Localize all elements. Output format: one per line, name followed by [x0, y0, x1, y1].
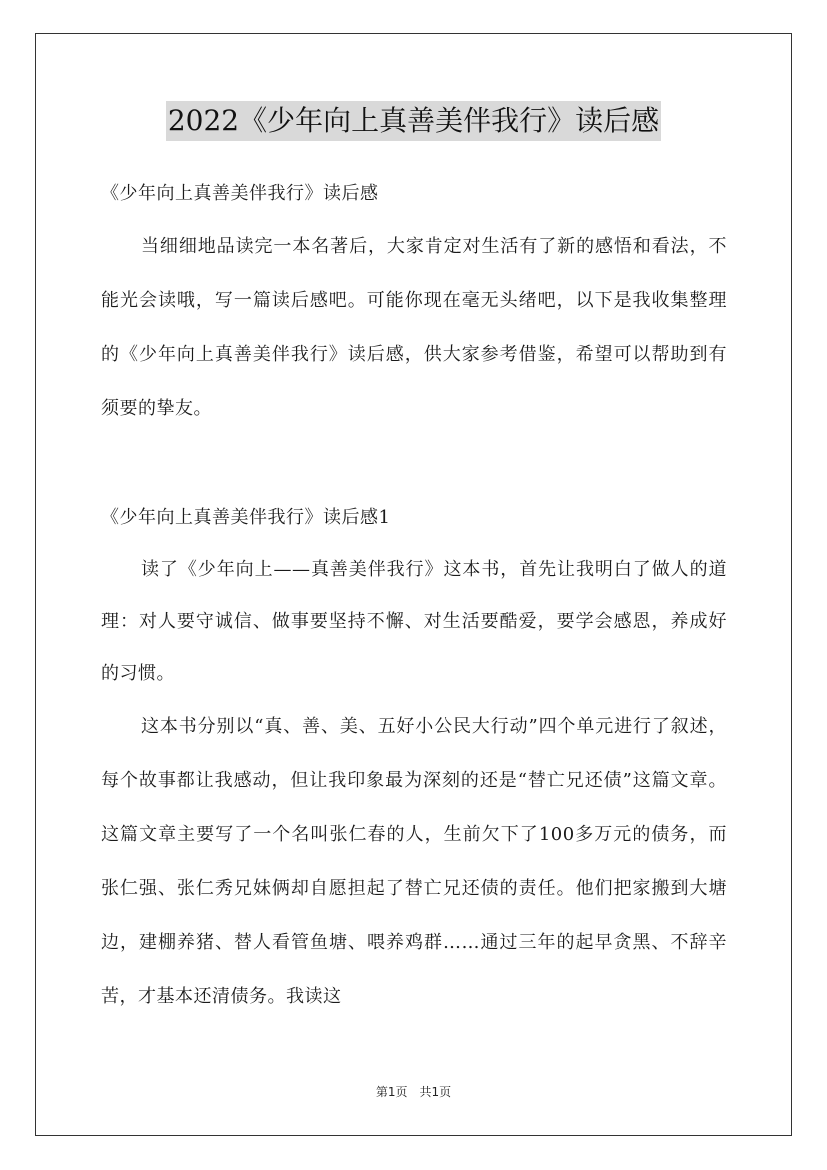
section-paragraph-1: 读了《少年向上——真善美伴我行》这本书，首先让我明白了做人的道理：对人要守诚信、做事要坚持不懈、对生活要酷爱，要学会感恩，养成好的习惯。	[101, 559, 727, 684]
intro-paragraph: 当细细地品读完一本名著后，大家肯定对生活有了新的感悟和看法，不能光会读哦，写一篇读后感吧。可能你现在毫无头绪吧，以下是我收集整理的《少年向上真善美伴我行》读后感，供大家参考借鉴，希望可以帮助到有须要的挚友。	[101, 236, 727, 419]
title-container	[0, 101, 827, 141]
page-footer	[0, 1083, 827, 1100]
page-number: 第1页	[375, 1085, 408, 1099]
section-spacer	[101, 436, 727, 492]
document-subtitle: 《少年向上真善美伴我行》读后感	[101, 183, 379, 204]
section-heading: 《少年向上真善美伴我行》读后感1	[101, 507, 391, 528]
document-title: 2022《少年向上真善美伴我行》读后感	[166, 101, 661, 141]
document-body	[101, 168, 727, 1024]
page-total: 共1页	[419, 1085, 452, 1099]
section-paragraph-2: 这本书分别以“真、善、美、五好小公民大行动”四个单元进行了叙述，每个故事都让我感动，但让我印象最为深刻的还是“替亡兄还债”这篇文章。这篇文章主要写了一个名叫张仁春的人，生前欠下了100多万元的债务，而张仁强、张仁秀兄妹俩却自愿担起了替亡兄还债的责任。他们把家搬到大塘边，建棚养猪、替人看管鱼塘、喂养鸡群……通过三年的起早贪黑、不辞辛苦，才基本还清债务。我读这	[101, 716, 727, 1007]
